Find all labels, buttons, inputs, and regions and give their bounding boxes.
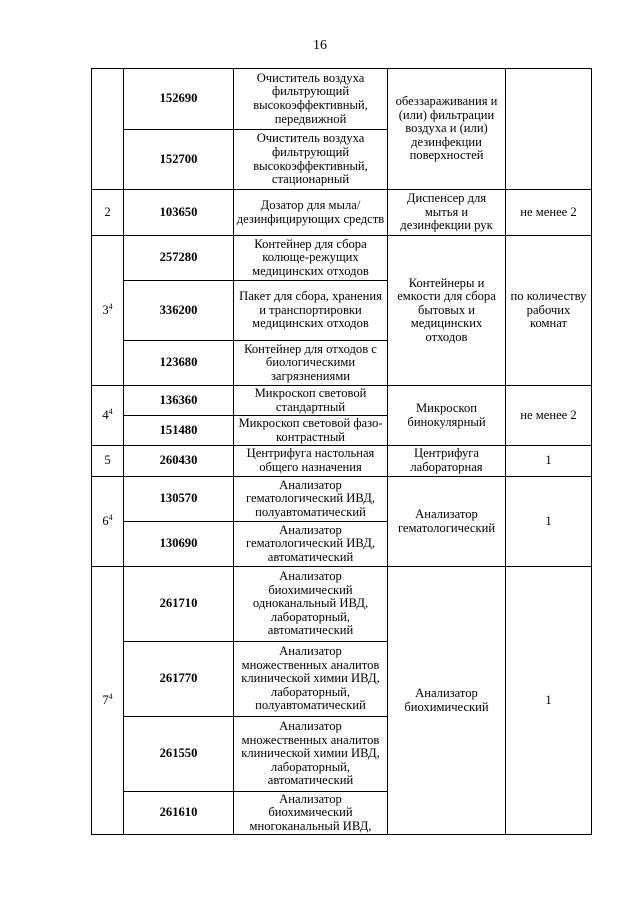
row-number: $7^4$ [92, 567, 124, 835]
table-row [92, 69, 592, 130]
equipment-table [91, 68, 592, 835]
item-code: 261550 [124, 717, 234, 792]
item-code: 123680 [124, 341, 234, 386]
row-number: 5 [92, 446, 124, 477]
item-name: Анализатор множественных аналитов клинической химии ИВД, лабораторный, полуавтоматический [234, 642, 388, 717]
item-name: Контейнер для сбора колюще-режущих медицинских отходов [234, 236, 388, 281]
table-row [92, 446, 592, 477]
item-name: Очиститель воздуха фильтрующий высокоэффективный, стационарный [234, 130, 388, 190]
item-code: 151480 [124, 416, 234, 446]
equipment-type: Диспенсер для мытья и дезинфекции рук [388, 190, 506, 236]
equipment-type: Микроскоп бинокулярный [388, 386, 506, 446]
item-code: 152700 [124, 130, 234, 190]
item-code: 261710 [124, 567, 234, 642]
item-name: Анализатор множественных аналитов клинической химии ИВД, лабораторный, автоматический [234, 717, 388, 792]
page-number: 16 [313, 38, 327, 53]
item-code: 136360 [124, 386, 234, 416]
table-row [92, 567, 592, 642]
row-number: $3^4$ [92, 236, 124, 386]
quantity: 1 [506, 446, 592, 477]
item-name: Анализатор биохимический многоканальный ИВД, [234, 792, 388, 835]
equipment-type: Анализатор биохимический [388, 567, 506, 835]
row-number: 2 [92, 190, 124, 236]
equipment-type: Анализатор гематологический [388, 477, 506, 567]
quantity: 1 [506, 567, 592, 835]
quantity: не менее 2 [506, 386, 592, 446]
item-name: Анализатор биохимический одноканальный ИВД, лабораторный, автоматический [234, 567, 388, 642]
item-name: Центрифуга настольная общего назначения [234, 446, 388, 477]
item-code: 261610 [124, 792, 234, 835]
equipment-type: Контейнеры и емкости для сбора бытовых и медицинских отходов [388, 236, 506, 386]
item-code: 130570 [124, 477, 234, 522]
equipment-type: Центрифуга лабораторная [388, 446, 506, 477]
item-name: Пакет для сбора, хранения и транспортировки медицинских отходов [234, 281, 388, 341]
table-row [92, 236, 592, 281]
table-row [92, 190, 592, 236]
table-row [92, 477, 592, 522]
quantity [506, 69, 592, 190]
item-name: Контейнер для отходов с биологическими загрязнениями [234, 341, 388, 386]
quantity: не менее 2 [506, 190, 592, 236]
item-code: 261770 [124, 642, 234, 717]
item-name: Анализатор гематологический ИВД, автоматический [234, 522, 388, 567]
equipment-type: обеззараживания и (или) фильтрации воздуха и (или) дезинфекции поверхностей [388, 69, 506, 190]
item-code: 103650 [124, 190, 234, 236]
item-code: 130690 [124, 522, 234, 567]
item-code: 260430 [124, 446, 234, 477]
item-code: 336200 [124, 281, 234, 341]
quantity: 1 [506, 477, 592, 567]
row-number [92, 69, 124, 190]
footnote-mark: 4 [108, 512, 113, 522]
footnote-mark: 4 [108, 406, 113, 416]
row-number: $4^4$ [92, 386, 124, 446]
table-row [92, 386, 592, 416]
item-name: Микроскоп световой фазо-контрастный [234, 416, 388, 446]
quantity: по количеству рабочих комнат [506, 236, 592, 386]
footnote-mark: 4 [108, 301, 113, 311]
item-code: 257280 [124, 236, 234, 281]
item-code: 152690 [124, 69, 234, 130]
item-name: Дозатор для мыла/ дезинфицирующих средств [234, 190, 388, 236]
item-name: Анализатор гематологический ИВД, полуавтоматический [234, 477, 388, 522]
item-name: Очиститель воздуха фильтрующий высокоэффективный, передвижной [234, 69, 388, 130]
footnote-mark: 4 [108, 691, 113, 701]
item-name: Микроскоп световой стандартный [234, 386, 388, 416]
row-number: $6^4$ [92, 477, 124, 567]
